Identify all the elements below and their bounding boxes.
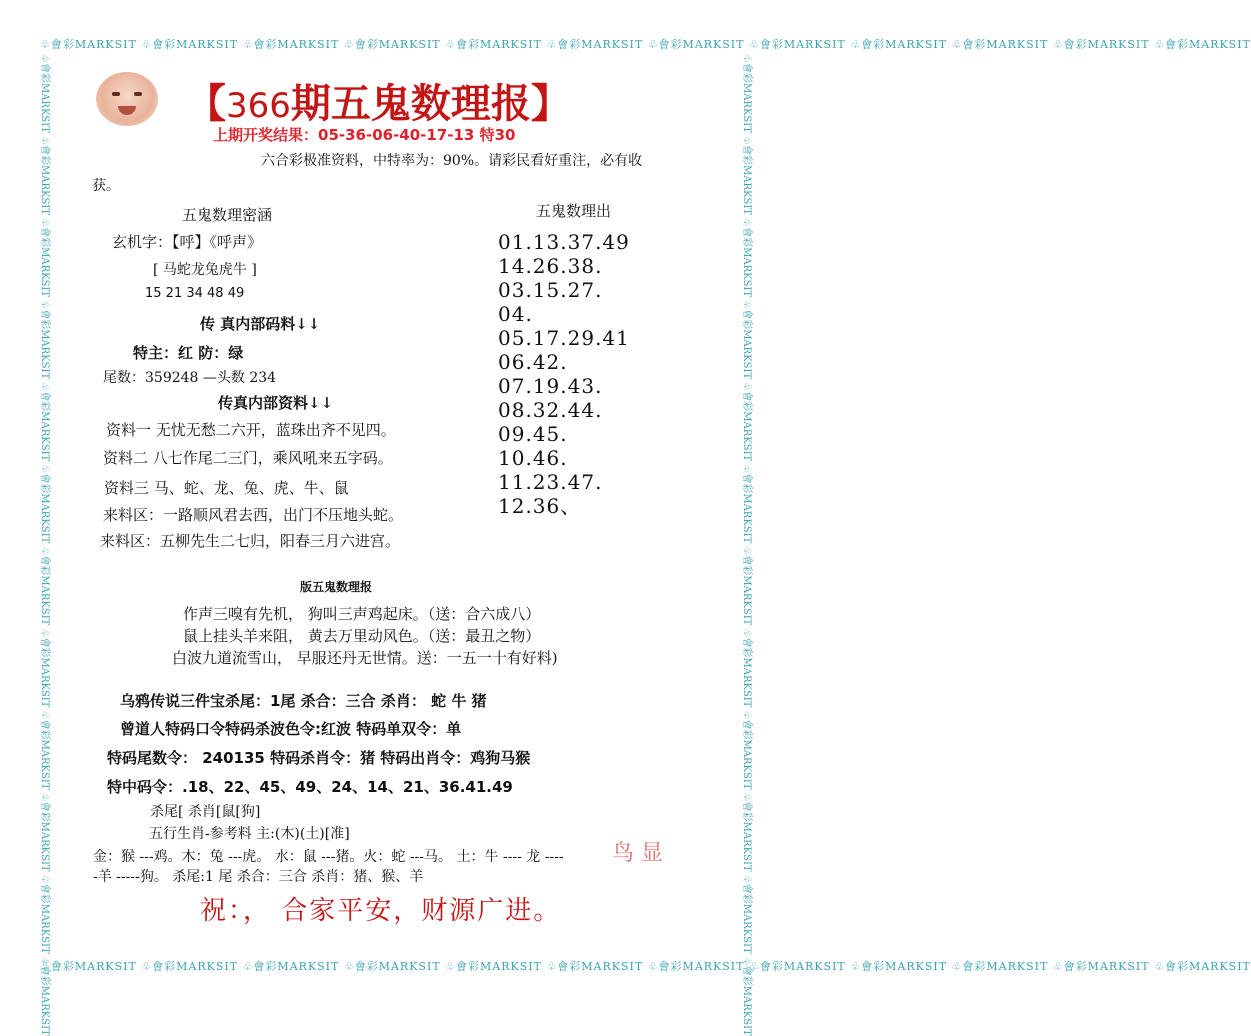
weishu-text: 尾数：359248 —头数 234 [103, 370, 277, 386]
crow-legend-line: 乌鸦传说三件宝杀尾：1尾 杀合：三合 杀肖： 蛇 牛 猪 [120, 692, 487, 710]
previous-result: 上期开奖结果：05-36-06-40-17-13 特30 [213, 126, 516, 144]
number-line: 05.17.29.41 [498, 326, 630, 350]
material-text: 八七作尾二三门，乘风吼来五字码。 [152, 449, 393, 467]
number-line: 11.23.47. [498, 470, 603, 494]
red-stamp-text: 鸟 显 [612, 841, 663, 866]
frame-bottom-border: ♧會彩MARKSIT ♧會彩MARKSIT ♧會彩MARKSIT ♧會彩MARKSIT ♧會彩MARKSIT ♧會彩MARKSIT ♧會彩MARKSIT ♧會彩MARKSIT ♧會彩MARKSIT ♧會彩MARKSIT ♧會彩MARKSIT ♧會彩MARKSIT [40, 960, 1251, 973]
special-code-line: 特中码令：.18、22、45、49、24、14、21、36.41.49 [107, 778, 513, 796]
issue-number: 366 [226, 86, 291, 126]
title-bracket-right: 】 [530, 80, 571, 127]
material-text: 马、蛇、龙、兔、虎、牛、鼠 [153, 479, 349, 497]
title-text: 期五鬼数理报 [290, 80, 531, 127]
kill-summary-line: -羊 -----狗。 杀尾:1 尾 杀合：三合 杀肖：猪、猴、羊 [93, 869, 424, 885]
frame-left-pattern: ♧會彩MARKSIT ♧會彩MARKSIT ♧會彩MARKSIT ♧會彩MARKSIT ♧會彩MARKSIT ♧會彩MARKSIT ♧會彩MARKSIT ♧會彩MARKSIT ♧會彩MARKSIT ♧會彩MARKSIT ♧會彩MARKSIT ♧會彩MARKSIT [39, 54, 50, 1036]
tail-number-line: 特码尾数令： 240135 特码杀肖令：猪 特码出肖令：鸡狗马猴 [107, 749, 531, 767]
frame-right-pattern: ♧會彩MARKSIT ♧會彩MARKSIT ♧會彩MARKSIT ♧會彩MARKSIT ♧會彩MARKSIT ♧會彩MARKSIT ♧會彩MARKSIT ♧會彩MARKSIT ♧會彩MARKSIT ♧會彩MARKSIT ♧會彩MARKSIT ♧會彩MARKSIT [741, 54, 752, 1036]
page-title [186, 72, 571, 129]
material-row [103, 447, 393, 468]
laughing-face-image [96, 72, 158, 126]
material-label: 资料三 [104, 479, 150, 497]
material-label: 来料区： [100, 532, 161, 550]
number-line: 01.13.37.49 [498, 230, 630, 254]
blessing-text: 祝：， 合家平安，财源广进。 [200, 896, 562, 926]
material-text: 无忧无愁二六开，蓝珠出齐不见四。 [155, 421, 396, 439]
number-line: 14.26.38. [498, 254, 603, 278]
number-line: 04. [498, 302, 533, 326]
material-row [104, 477, 349, 498]
number-list [498, 230, 630, 518]
poem-heading: 版五鬼数理报 [300, 580, 373, 594]
material-row [106, 419, 396, 440]
number-line: 12.36、 [498, 494, 582, 518]
section-title-secret: 五鬼数理密涵 [182, 206, 273, 224]
poem-line: 白波九道流雪山， 早服还丹无世情。送：一五一十有好料) [172, 649, 558, 667]
xuanji-text: 玄机字：【呼】《呼声》 [112, 233, 263, 251]
tezhu-color: 特主：红 防：绿 [133, 344, 244, 362]
poem-line: 作声三嗅有先机， 狗叫三声鸡起床。（送：合六成八） [183, 605, 541, 623]
material-label: 资料一 [106, 421, 152, 439]
number-line: 09.45. [498, 422, 568, 446]
frame-right-border [740, 54, 756, 1036]
frame-left-border [38, 54, 54, 1036]
key-numbers: 15 21 34 48 49 [145, 286, 245, 301]
material-row [103, 504, 403, 525]
poem-line: 鼠上挂头羊来阻， 黄去万里动风色。（送：最丑之物） [183, 627, 541, 645]
number-line: 10.46. [498, 446, 568, 470]
zodiac-bracket: [ 马蛇龙兔虎牛 ] [153, 262, 257, 278]
frame-top-border: ♧會彩MARKSIT ♧會彩MARKSIT ♧會彩MARKSIT ♧會彩MARKSIT ♧會彩MARKSIT ♧會彩MARKSIT ♧會彩MARKSIT ♧會彩MARKSIT ♧會彩MARKSIT ♧會彩MARKSIT ♧會彩MARKSIT ♧會彩MARKSIT [40, 38, 1251, 51]
intro-line-1: 六合彩极准资料，中特率为：90%。请彩民看好重注，必有收 [261, 153, 643, 169]
intro-line-2: 获。 [92, 178, 120, 194]
number-line: 07.19.43. [498, 374, 603, 398]
number-line: 08.32.44. [498, 398, 603, 422]
number-line: 03.15.27. [498, 278, 603, 302]
kill-tail-line: 杀尾[ 杀肖[鼠[狗] [150, 804, 261, 820]
elements-mapping-line: 金：猴 ---鸡。木：兔 ---虎。 水：鼠 ---猪。火：蛇 ---马。 土：牛 ---- 龙 ---- [93, 849, 564, 865]
material-label: 资料二 [103, 449, 149, 467]
fax-data-heading: 传真内部资料↓↓ [218, 394, 334, 412]
title-bracket-left: 【 [186, 80, 226, 127]
number-line: 06.42. [498, 350, 568, 374]
material-label: 来料区： [103, 506, 164, 524]
zeng-command-line: 曾道人特码口令特码杀波色令:红波 特码单双令：单 [120, 720, 462, 738]
material-text: 五柳先生二七归，阳春三月六进宫。 [160, 532, 401, 550]
material-text: 一路顺风君去西，出门不压地头蛇。 [163, 506, 404, 524]
fax-code-heading: 传 真内部码料↓↓ [200, 315, 321, 333]
five-elements-line: 五行生肖-参考料 主:(木)(土)[准] [149, 826, 350, 842]
material-row [100, 530, 400, 551]
face-eye-left [112, 92, 120, 96]
face-eye-right [134, 92, 142, 96]
face-mouth [118, 106, 136, 115]
section-title-numbers: 五鬼数理出 [536, 202, 612, 220]
